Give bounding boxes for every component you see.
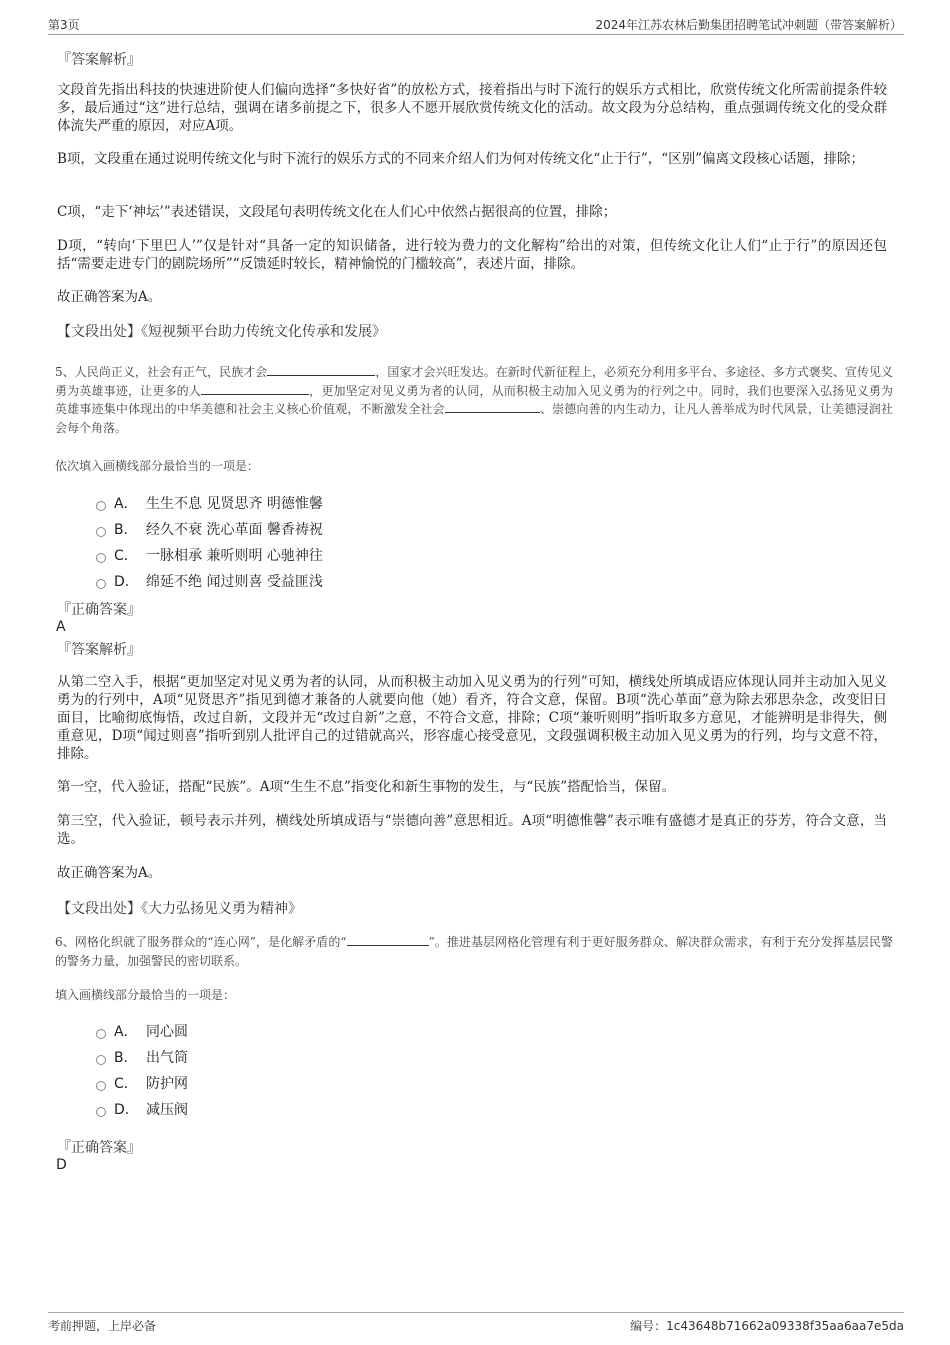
analysis-paragraph: 第三空，代入验证，顿号表示并列，横线处所填成语与“崇德向善”意思相近。A项“明德惟馨”表示唯有盛德才是真正的芬芳，符合文意，当选。 — [57, 813, 887, 847]
radio-button[interactable] — [96, 1055, 106, 1065]
analysis-paragraph: 故正确答案为A。 — [57, 289, 162, 305]
radio-button[interactable] — [96, 527, 106, 537]
page-header — [48, 14, 904, 35]
question-prompt: 依次填入画横线部分最恰当的一项是： — [55, 459, 260, 473]
page-footer — [48, 1312, 904, 1337]
analysis-paragraph: 故正确答案为A。 — [57, 865, 162, 881]
analysis-paragraph: B项，文段重在通过说明传统文化与时下流行的娱乐方式的不同来介绍人们为何对传统文化“止于行”，“区别”偏离文段核心话题，排除； — [57, 151, 865, 167]
option-b[interactable]: B． 经久不衰 洗心革面 馨香祷祝 — [96, 519, 323, 539]
page-number: 第3页 — [48, 18, 80, 32]
analysis-paragraph: 文段首先指出科技的快速进阶使人们偏向选择“多快好省”的放松方式，接着指出与时下流行的娱乐方式相比，欣赏传统文化所需前提条件较多，最后通过“这”进行总结，强调在诸多前提之下，很多人不愿开展欣赏传统文化的活动。故文段为分总结构，重点强调传统文化的受众群体流失严重的原因，对应A项。 — [57, 82, 887, 134]
footer-slogan: 考前押题，上岸必备 — [48, 1319, 157, 1333]
blank-line — [201, 382, 309, 395]
option-c[interactable]: C． 一脉相承 兼听则明 心驰神往 — [96, 545, 323, 565]
option-d[interactable]: D． 绵延不绝 闻过则喜 受益匪浅 — [96, 571, 323, 591]
question-prompt: 填入画横线部分最恰当的一项是： — [55, 988, 236, 1002]
radio-button[interactable] — [96, 1081, 106, 1091]
analysis-paragraph: 从第二空入手，根据“更加坚定对见义勇为者的认同，从而积极主动加入见义勇为的行列”可知，横线处所填成语应体现认同并主动加入见义勇为的行列中，A项“见贤思齐”指见到德才兼备的人就要向他（她）看齐，符合文意，保留。B项“洗心革面”意为除去邪思杂念，改变旧日面目，比喻彻底悔悟，改过自新，文段并无“改过自新”之意，不符合文意，排除；C项“兼听则明”指听取多方意见，才能辨明是非得失，侧重意见，D项“闻过则喜”指听到别人批评自己的过错就高兴，形容虚心接受意见，文段强调积极主动加入见义勇为的行列，均与文意不符，排除。 — [57, 674, 887, 762]
correct-answer: A — [56, 619, 66, 635]
analysis-label: 『答案解析』 — [57, 52, 141, 68]
option-c[interactable]: C． 防护网 — [96, 1073, 188, 1093]
analysis-paragraph: C项，“走下‘神坛’”表述错误，文段尾句表明传统文化在人们心中依然占据很高的位置，排除； — [57, 204, 617, 220]
source-citation: 【文段出处】《短视频平台助力传统文化传承和发展》 — [57, 324, 386, 340]
option-a[interactable]: A． 生生不息 见贤思齐 明德惟馨 — [96, 493, 323, 513]
correct-answer: D — [56, 1157, 67, 1173]
source-citation: 【文段出处】《大力弘扬见义勇为精神》 — [57, 901, 302, 917]
radio-button[interactable] — [96, 579, 106, 589]
blank-line — [445, 400, 540, 413]
analysis-paragraph: D项，“转向‘下里巴人’”仅是针对“具备一定的知识储备，进行较为费力的文化解构”给出的对策，但传统文化让人们“止于行”的原因还包括“需要走进专门的剧院场所”“反馈延时较长，精神愉悦的门槛较高”，表述片面，排除。 — [57, 238, 887, 272]
option-b[interactable]: B． 出气筒 — [96, 1047, 188, 1067]
radio-button[interactable] — [96, 501, 106, 511]
analysis-paragraph: 第一空，代入验证，搭配“民族”。A项“生生不息”指变化和新生事物的发生，与“民族”搭配恰当，保留。 — [57, 779, 676, 795]
document-code: 编号：1c43648b71662a09338f35aa6aa7e5da — [630, 1319, 904, 1333]
question-stem: 5、人民尚正义，社会有正气，民族才会 ，国家才会兴旺发达。在新时代新征程上，必须充分利用多平台、多途径、多方式褒奖、宣传见义勇为英雄事迹，让更多的人 ，更加坚定对见义勇为者的认同，从而积极主动加入见义勇为的行列之中。同时，我们也要深入弘扬见义勇为英雄事迹集中体现出的中华美德和社会主义核心价值观，不断激发全社会 、崇德向善的内生动力，让凡人善举成为时代风景，让美德浸润社会每个角落。 — [55, 365, 893, 435]
option-a[interactable]: A． 同心圆 — [96, 1021, 188, 1041]
analysis-label: 『答案解析』 — [57, 642, 141, 658]
correct-answer-label: 『正确答案』 — [57, 602, 141, 618]
document-title: 2024年江苏农林后勤集团招聘笔试冲刺题（带答案解析） — [595, 18, 902, 32]
question-stem: 6、网格化织就了服务群众的“连心网”，是化解矛盾的“ ”。推进基层网格化管理有利于更好服务群众、解决群众需求，有利于充分发挥基层民警的警务力量，加强警民的密切联系。 — [55, 935, 894, 968]
option-d[interactable]: D． 减压阀 — [96, 1099, 188, 1119]
radio-button[interactable] — [96, 553, 106, 563]
correct-answer-label: 『正确答案』 — [57, 1140, 141, 1156]
blank-line — [267, 363, 375, 376]
radio-button[interactable] — [96, 1029, 106, 1039]
radio-button[interactable] — [96, 1107, 106, 1117]
blank-line — [347, 933, 429, 946]
